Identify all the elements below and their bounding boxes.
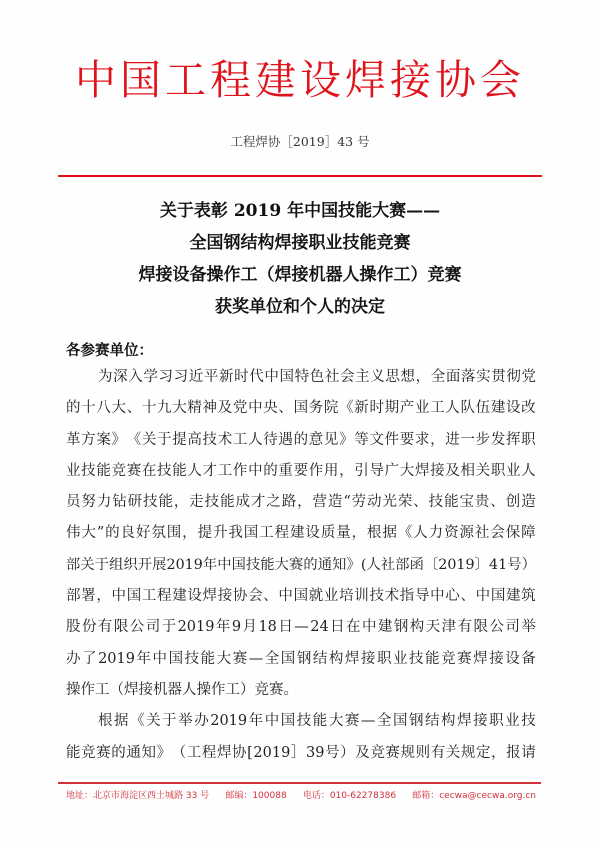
- salutation: 各参赛单位：: [66, 342, 153, 359]
- body-line: 部 关 于 组 织 开 展 2019 年 中 国 技 能 大 赛 的 通 知 》 ( 人 社 部 函 〔 2019 〕 41 号 ）: [66, 556, 536, 573]
- title-line: 焊接设备操作工（焊接机器人操作工）竞赛: [138, 265, 462, 285]
- footer-address: 地址：北京市海淀区西土城路 33 号: [66, 791, 210, 801]
- body-line: 为 深 入 学 习 习 近 平 新 时 代 中 国 特 色 社 会 主 义 思 想 ， 全 面 落 实 贯 彻 党: [98, 369, 536, 385]
- body-line: 部 署 ， 中 国 工 程 建 设 焊 接 协 会 、 中 国 就 业 培 训 技 术 指 导 中 心 、 中 国 建 筑: [66, 588, 536, 605]
- letterhead-divider: [58, 175, 542, 177]
- body-line: 操作工（焊接机器人操作工）竞赛。: [66, 681, 298, 698]
- body-line: 革 方 案 》 《 关 于 提 高 技 术 工 人 待 遇 的 意 见 》 等 文 件 要 求 ， 进 一 步 发 挥 职: [66, 431, 536, 448]
- footer-divider: [58, 782, 541, 784]
- body-text: [66, 366, 536, 773]
- body-line: 的 十 八 大 、 十 九 大 精 神 及 党 中 央 、 国 务 院 《 新 时 期 产 业 工 人 队 伍 建 设 改: [66, 400, 536, 417]
- contact-footer: [66, 789, 536, 803]
- body-line: 伟 大 ” 的 良 好 氛 围 ， 提 升 我 国 工 程 建 设 质 量 ， 根 据 《 人 力 资 源 社 会 保 障: [66, 525, 536, 542]
- title-line: 获奖单位和个人的决定: [215, 297, 385, 317]
- title-line: 全国钢结构焊接职业技能竞赛: [189, 233, 411, 253]
- document-number: 工程焊协［2019］43 号: [230, 134, 370, 149]
- body-line: 根 据 《 关 于 举 办 2019 年 中 国 技 能 大 赛 — 全 国 钢 结 构 焊 接 职 业 技: [98, 713, 536, 730]
- footer-postcode: 邮编：100088: [225, 791, 287, 801]
- body-line: 员 努 力 钻 研 技 能 ， 走 技 能 成 才 之 路 ， 营 造 “ 劳 动 光 荣 、 技 能 宝 贵 、 创 造: [66, 494, 536, 511]
- decision-title: [0, 195, 600, 323]
- body-line: 能 竞 赛 的 通 知 》 （ 工 程 焊 协 [ 2019 ］ 39 号 ） 及 竞 赛 规 则 有 关 规 定 ， 报 请: [66, 744, 536, 761]
- organization-letterhead: 中国工程建设焊接协会: [75, 56, 525, 104]
- footer-phone: 电话：010-62278386: [302, 791, 397, 801]
- title-line: 关于表彰 2019 年中国技能大赛——: [159, 201, 441, 221]
- footer-email: 邮箱：cecwa@cecwa.org.cn: [412, 791, 536, 801]
- body-line: 办 了 2019 年 中 国 技 能 大 赛 — 全 国 钢 结 构 焊 接 职 业 技 能 竞 赛 焊 接 设 备: [66, 650, 536, 667]
- body-line: 股 份 有 限 公 司 于 2019 年 9 月 18 日 — 24 日 在 中 建 钢 构 天 津 有 限 公 司 举: [66, 619, 536, 636]
- body-line: 业 技 能 竞 赛 在 技 能 人 才 工 作 中 的 重 要 作 用 ， 引 导 广 大 焊 接 及 相 关 职 业 人: [66, 462, 536, 479]
